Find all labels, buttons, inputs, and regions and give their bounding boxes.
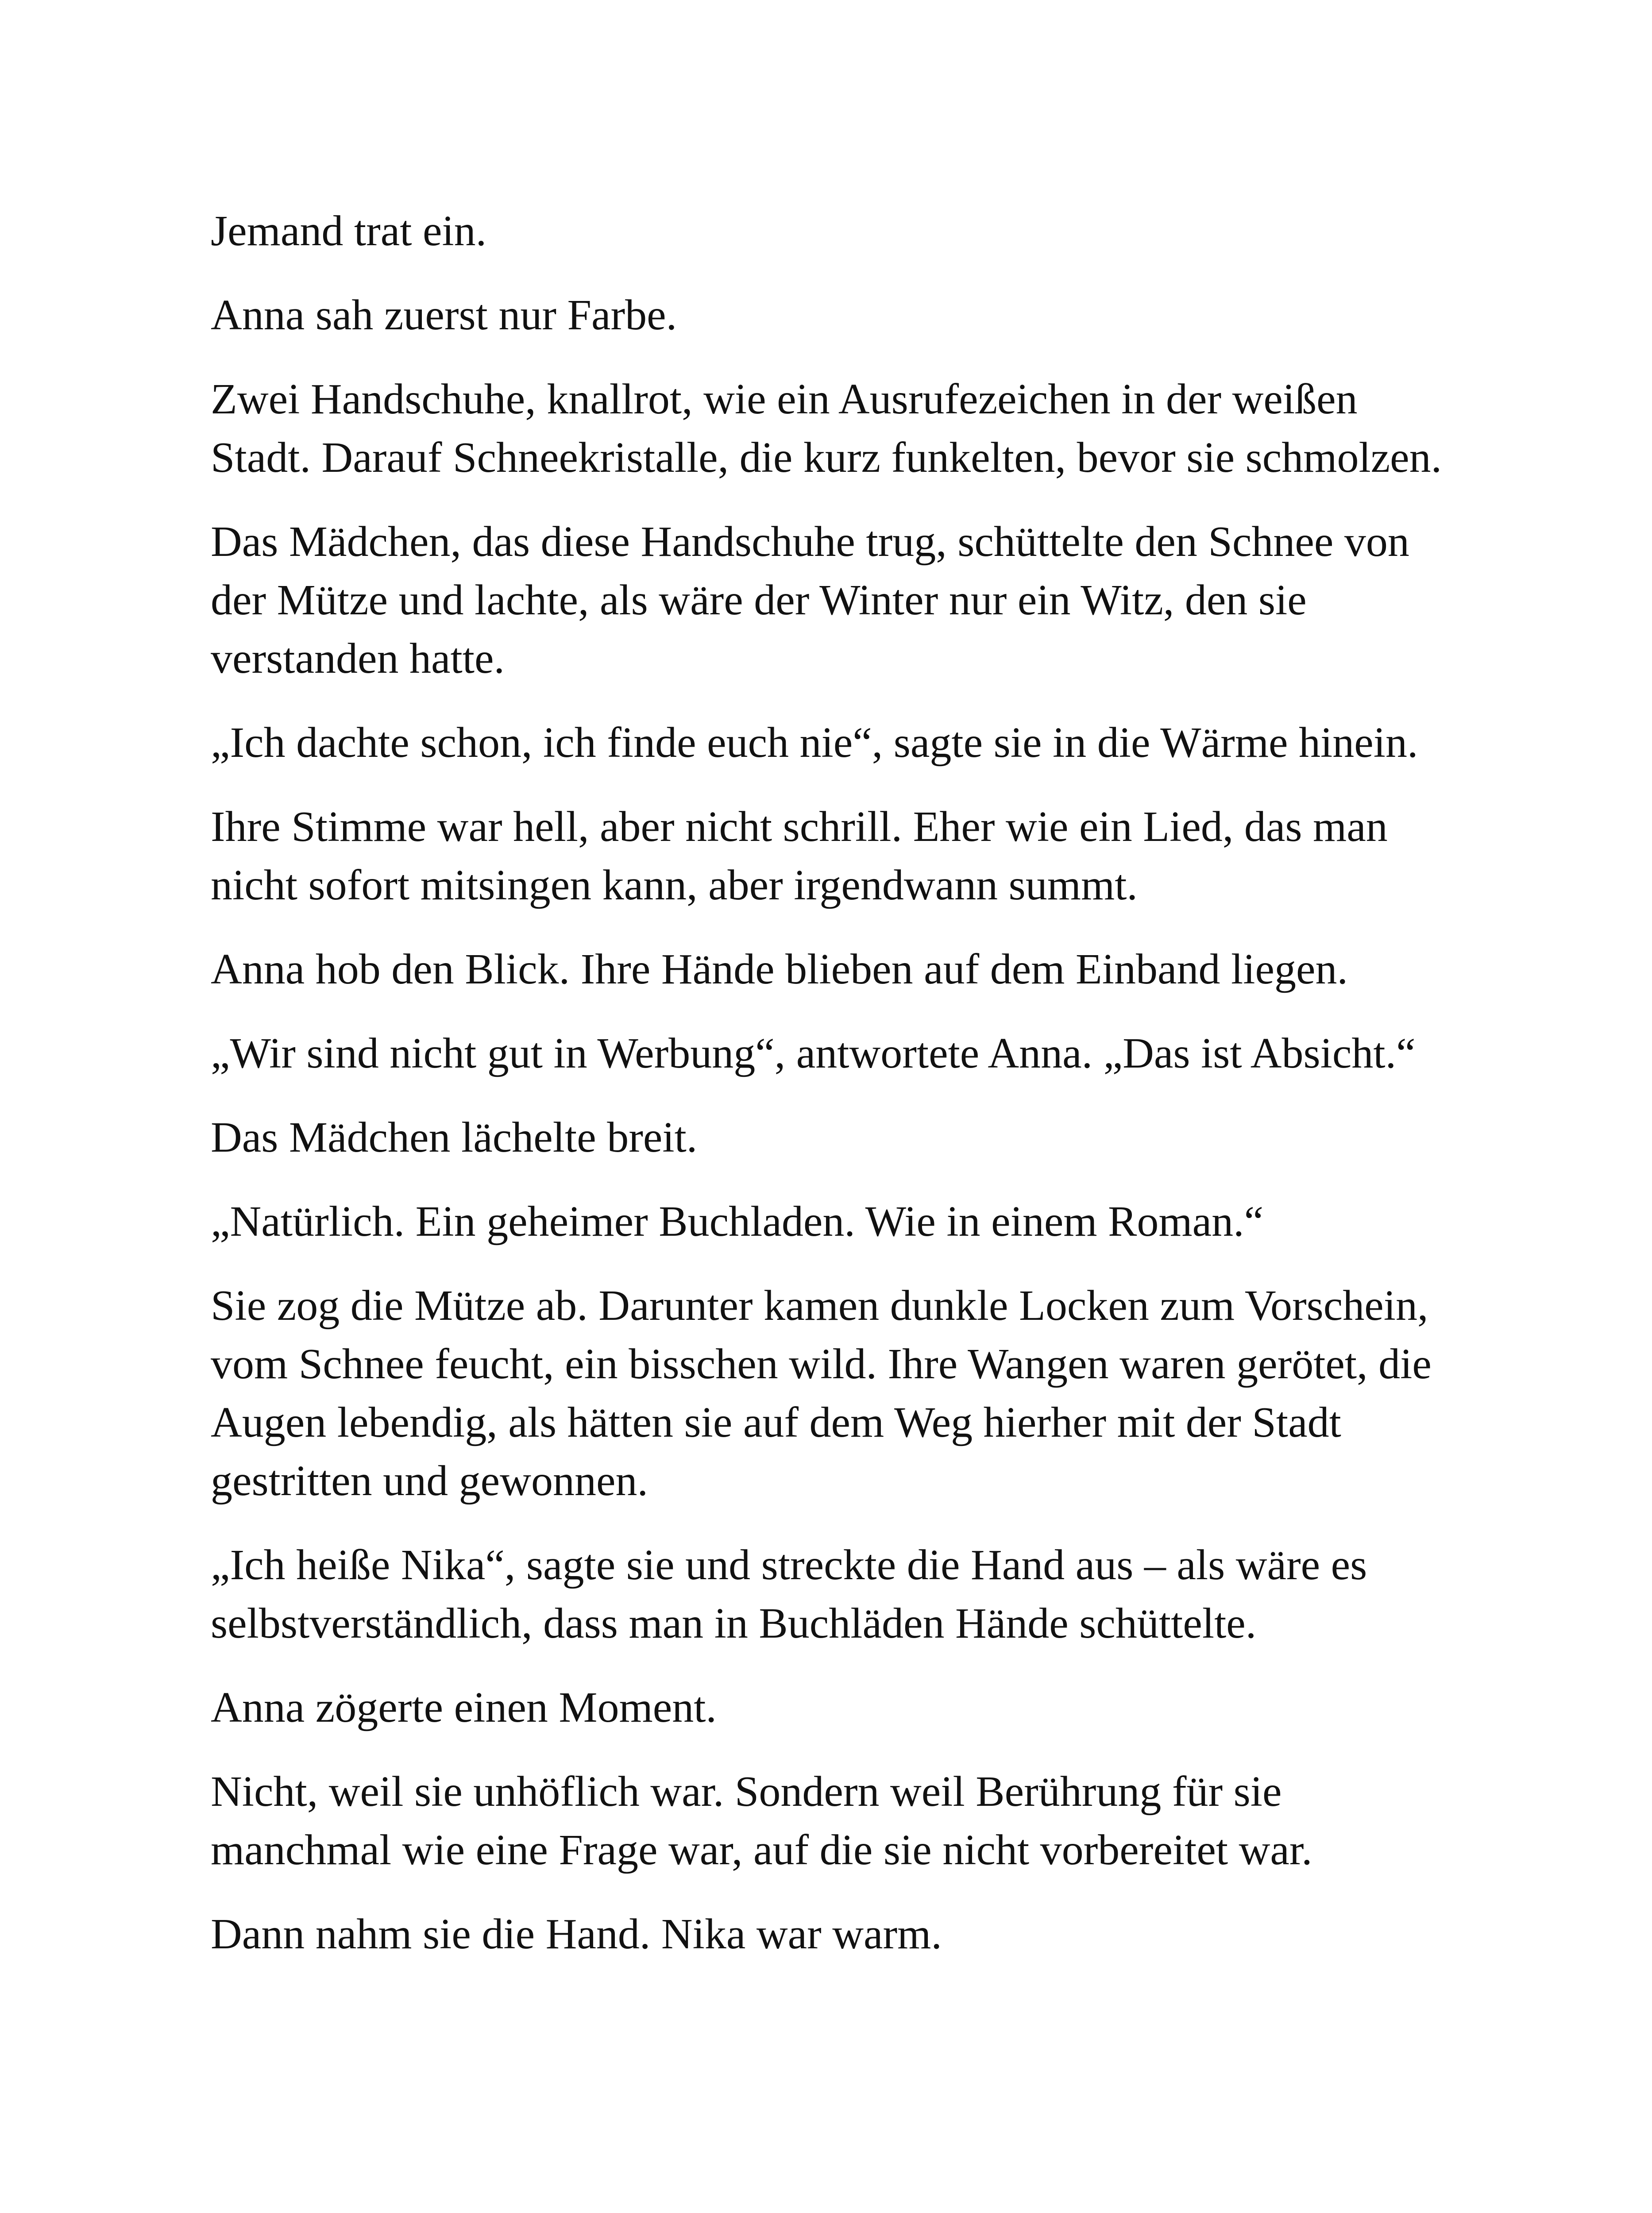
paragraph-4: Das Mädchen, das diese Handschuhe trug, schüttelte den Schnee von der Mütze und lachte, als wäre der Winter nur ein Witz, den sie verstanden hatte.	[211, 518, 1409, 682]
paragraph-3: Zwei Handschuhe, knallrot, wie ein Ausrufezeichen in der weißen Stadt. Darauf Schneekristalle, die kurz funkelten, bevor sie schmolzen.	[211, 375, 1442, 482]
body-text	[211, 202, 1468, 1989]
paragraph-11: Sie zog die Mütze ab. Darunter kamen dunkle Locken zum Vorschein, vom Schnee feucht, ein bisschen wild. Ihre Wangen waren gerötet, die Augen lebendig, als hätten sie auf dem Weg hierher mit der Stadt gestritten und gewonnen.	[211, 1282, 1432, 1505]
paragraph-6: Ihre Stimme war hell, aber nicht schrill. Eher wie ein Lied, das man nicht sofort mitsingen kann, aber irgendwann summt.	[211, 803, 1388, 909]
paragraph-9: Das Mädchen lächelte breit.	[211, 1114, 698, 1161]
paragraph-1: Jemand trat ein.	[211, 207, 487, 255]
paragraph-8: „Wir sind nicht gut in Werbung“, antwortete Anna. „Das ist Absicht.“	[211, 1029, 1416, 1077]
paragraph-5: „Ich dachte schon, ich finde euch nie“, sagte sie in die Wärme hinein.	[211, 719, 1418, 767]
paragraph-14: Nicht, weil sie unhöflich war. Sondern weil Berührung für sie manchmal wie eine Frage war, auf die sie nicht vorbereitet war.	[211, 1768, 1312, 1874]
paragraph-7: Anna hob den Blick. Ihre Hände blieben auf dem Einband liegen.	[211, 945, 1348, 993]
paragraph-12: „Ich heiße Nika“, sagte sie und streckte die Hand aus – als wäre es selbstverständlich, dass man in Buchläden Hände schüttelte.	[211, 1541, 1367, 1647]
paragraph-10: „Natürlich. Ein geheimer Buchladen. Wie in einem Roman.“	[211, 1198, 1264, 1245]
paragraph-15: Dann nahm sie die Hand. Nika war warm.	[211, 1910, 942, 1958]
paragraph-13: Anna zögerte einen Moment.	[211, 1684, 717, 1731]
paragraph-2: Anna sah zuerst nur Farbe.	[211, 291, 677, 339]
